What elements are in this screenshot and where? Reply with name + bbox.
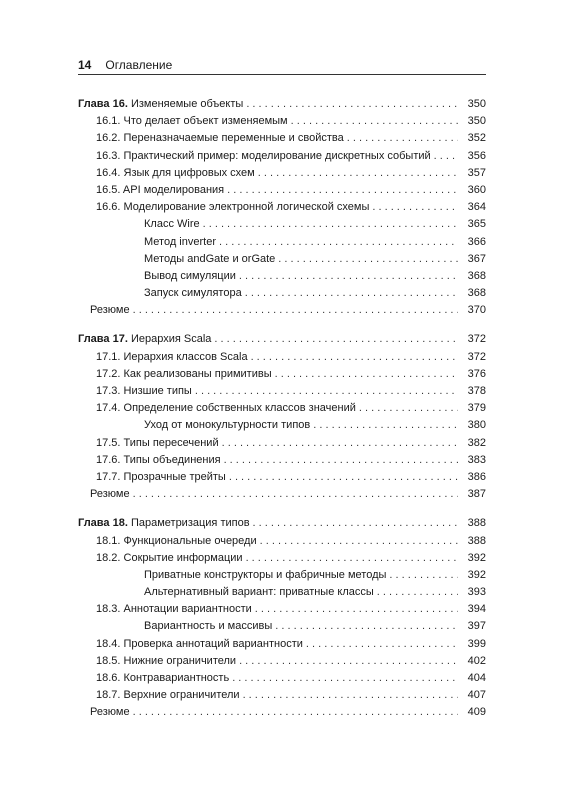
page-ref: 379 <box>467 402 486 415</box>
page-ref: 383 <box>467 453 486 466</box>
running-title: Оглавление <box>105 58 173 72</box>
entry-label: Уход от монокультурности типов <box>144 419 311 432</box>
section-entry[interactable] <box>78 165 486 182</box>
page-ref: 397 <box>467 620 486 633</box>
page-ref: 350 <box>467 115 486 128</box>
entry-label: Запуск симулятора <box>144 287 242 300</box>
chapter-heading-label <box>78 515 253 532</box>
dot-leader <box>434 148 458 165</box>
entry-label: 17.2. Как реализованы примитивы <box>96 367 272 380</box>
subsection-entry[interactable] <box>78 268 486 285</box>
page-ref: 357 <box>467 166 486 179</box>
entry-label: Вывод симуляции <box>144 269 236 282</box>
page-ref: 392 <box>467 551 486 564</box>
chapter-heading-label <box>78 331 214 348</box>
section-entry[interactable] <box>78 113 486 130</box>
entry-label: Вариантность и массивы <box>144 620 273 633</box>
chapter-title: Изменяемые объекты <box>130 98 244 110</box>
section-entry[interactable] <box>78 130 486 147</box>
entry-label: Метод inverter <box>144 235 216 248</box>
chapter-prefix: Глава 16. <box>78 98 128 110</box>
dot-leader <box>377 584 458 601</box>
entry-label: 18.3. Аннотации вариантности <box>96 603 252 616</box>
summary-entry[interactable] <box>78 302 486 319</box>
section-entry[interactable] <box>78 182 486 199</box>
page-ref: 407 <box>467 689 486 702</box>
entry-label: 17.6. Типы объединения <box>96 453 221 466</box>
summary-entry[interactable] <box>78 486 486 503</box>
dot-leader <box>260 533 458 550</box>
page-ref: 388 <box>467 517 486 530</box>
dot-leader <box>246 96 458 113</box>
section-entry[interactable] <box>78 601 486 618</box>
section-entry[interactable] <box>78 366 486 383</box>
page-ref: 409 <box>467 706 486 719</box>
page-ref: 394 <box>467 603 486 616</box>
section-entry[interactable] <box>78 349 486 366</box>
chapter-block <box>78 96 486 319</box>
dot-leader <box>251 349 458 366</box>
section-entry[interactable] <box>78 199 486 216</box>
section-entry[interactable] <box>78 383 486 400</box>
entry-label: 16.1. Что делает объект изменяемым <box>96 115 288 128</box>
dot-leader <box>232 670 458 687</box>
entry-label: 18.7. Верхние ограничители <box>96 689 240 702</box>
page-ref: 402 <box>467 654 486 667</box>
page-ref: 372 <box>467 350 486 363</box>
dot-leader <box>245 285 458 302</box>
page-ref: 360 <box>467 183 486 196</box>
entry-label: 18.6. Контравариантность <box>96 672 230 684</box>
entry-label: Резюме <box>90 304 130 317</box>
dot-leader <box>278 251 458 268</box>
subsection-entry[interactable] <box>78 417 486 434</box>
dot-leader <box>239 653 458 670</box>
page-ref: 367 <box>467 252 486 265</box>
page-ref: 372 <box>467 333 486 346</box>
chapter-heading-label <box>78 96 246 113</box>
chapter-prefix: Глава 17. <box>78 333 128 346</box>
entry-label: Альтернативный вариант: приватные классы <box>144 586 374 599</box>
entry-label: Методы andGate и orGate <box>144 252 276 265</box>
page-ref: 376 <box>467 367 486 380</box>
dot-leader <box>291 113 458 130</box>
dot-leader <box>246 550 458 567</box>
subsection-entry[interactable] <box>78 234 486 251</box>
dot-leader <box>313 417 458 434</box>
dot-leader <box>255 601 458 618</box>
page-ref: 393 <box>467 586 486 599</box>
dot-leader <box>133 302 458 319</box>
chapter-prefix: Глава 18. <box>78 517 128 530</box>
chapter-block <box>78 515 486 721</box>
chapter-heading[interactable] <box>78 331 486 348</box>
entry-label: Приватные конструкторы и фабричные методы <box>144 568 387 581</box>
section-entry[interactable] <box>78 687 486 704</box>
page-ref: 388 <box>467 534 486 547</box>
page-ref: 350 <box>467 98 486 110</box>
page-ref: 382 <box>467 436 486 449</box>
entry-label: 17.1. Иерархия классов Scala <box>96 350 248 363</box>
dot-leader <box>275 618 458 635</box>
section-entry[interactable] <box>78 469 486 486</box>
summary-entry[interactable] <box>78 704 486 721</box>
page-ref: 386 <box>467 470 486 483</box>
page-number: 14 <box>78 58 92 72</box>
entry-label: 16.5. API моделирования <box>96 183 225 196</box>
dot-leader <box>253 515 458 532</box>
page-header <box>78 52 486 75</box>
subsection-entry[interactable] <box>78 251 486 268</box>
section-entry[interactable] <box>78 452 486 469</box>
dot-leader <box>222 435 458 452</box>
entry-label: Резюме <box>90 706 130 719</box>
dot-leader <box>258 165 458 182</box>
dot-leader <box>359 400 458 417</box>
page-ref: 368 <box>467 287 486 300</box>
dot-leader <box>306 636 458 653</box>
subsection-entry[interactable] <box>78 567 486 584</box>
dot-leader <box>347 130 458 147</box>
page-ref: 365 <box>467 218 486 231</box>
page-ref: 404 <box>467 672 486 684</box>
chapter-block <box>78 331 486 503</box>
chapter-title: Иерархия Scala <box>130 333 212 346</box>
entry-label: 16.3. Практический пример: моделирование дискретных событий <box>96 149 431 162</box>
dot-leader <box>389 567 458 584</box>
entry-label: 18.5. Нижние ограничители <box>96 654 237 667</box>
page-ref: 356 <box>467 149 486 162</box>
dot-leader <box>219 234 458 251</box>
entry-label: 17.4. Определение собственных классов значений <box>96 402 356 415</box>
section-entry[interactable] <box>78 533 486 550</box>
entry-label: Класс Wire <box>144 218 200 231</box>
entry-label: 17.7. Прозрачные трейты <box>96 470 226 483</box>
dot-leader <box>203 216 458 233</box>
subsection-entry[interactable] <box>78 285 486 302</box>
dot-leader <box>275 366 458 383</box>
dot-leader <box>195 383 458 400</box>
dot-leader <box>372 199 458 216</box>
table-of-contents <box>78 96 486 734</box>
section-entry[interactable] <box>78 550 486 567</box>
dot-leader <box>239 268 458 285</box>
dot-leader <box>224 452 458 469</box>
section-entry[interactable] <box>78 435 486 452</box>
chapter-heading[interactable] <box>78 515 486 532</box>
section-entry[interactable] <box>78 400 486 417</box>
page-ref: 387 <box>467 488 486 501</box>
page-ref: 380 <box>467 419 486 432</box>
page-ref: 399 <box>467 637 486 650</box>
entry-label: 17.5. Типы пересечений <box>96 436 219 449</box>
entry-label: 16.6. Моделирование электронной логической схемы <box>96 201 370 214</box>
dot-leader <box>214 331 458 348</box>
subsection-entry[interactable] <box>78 584 486 601</box>
section-entry[interactable] <box>78 653 486 670</box>
entry-label: 18.2. Сокрытие информации <box>96 551 243 564</box>
entry-label: 18.4. Проверка аннотаций вариантности <box>96 637 303 650</box>
entry-label: 18.1. Функциональные очереди <box>96 534 257 547</box>
entry-label: 16.4. Язык для цифровых схем <box>96 166 255 179</box>
dot-leader <box>229 469 458 486</box>
page-ref: 378 <box>467 385 486 397</box>
page-ref: 392 <box>467 568 486 581</box>
entry-label: 16.2. Переназначаемые переменные и свойства <box>96 132 344 145</box>
section-entry[interactable] <box>78 670 486 687</box>
dot-leader <box>133 704 458 721</box>
subsection-entry[interactable] <box>78 618 486 635</box>
chapter-title: Параметризация типов <box>130 517 250 530</box>
subsection-entry[interactable] <box>78 216 486 233</box>
page-ref: 368 <box>467 269 486 282</box>
page-ref: 364 <box>467 201 486 214</box>
page-ref: 352 <box>467 132 486 145</box>
entry-label: Резюме <box>90 488 130 501</box>
page-ref: 370 <box>467 304 486 317</box>
dot-leader <box>133 486 458 503</box>
dot-leader <box>243 687 458 704</box>
entry-label: 17.3. Низшие типы <box>96 385 192 397</box>
chapter-heading[interactable] <box>78 96 486 113</box>
page-ref: 366 <box>467 235 486 248</box>
section-entry[interactable] <box>78 636 486 653</box>
section-entry[interactable] <box>78 148 486 165</box>
dot-leader <box>227 182 458 199</box>
